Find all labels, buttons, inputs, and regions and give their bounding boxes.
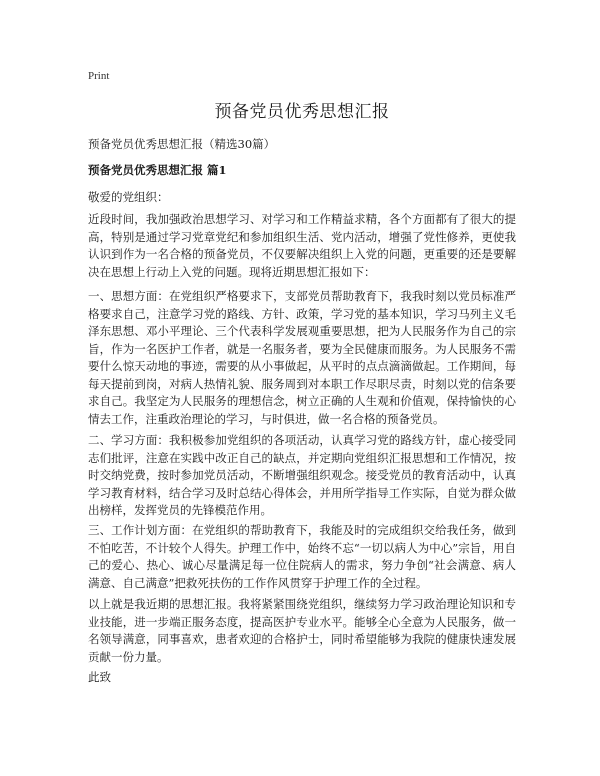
greeting: 敬爱的党组织： xyxy=(88,190,169,204)
paragraph-intro: 近段时间，我加强政治思想学习、对学习和工作精益求精，各个方面都有了很大的提高，特别是通过学习党章党纪和参加组织生活、党内活动，增强了党性修养，更使我认识到作为一名合格的预备党员，不仅要解决组织上入党的问题，更重要的还是要解决在思想上行动上入党的问题。现将近期思想汇报如下： xyxy=(88,212,516,279)
paragraph-work-plan: 三、工作计划方面：在党组织的帮助教育下，我能及时的完成组织交给我任务，做到不怕吃苦，不计较个人得失。护理工作中，始终不忘“一切以病人为中心”宗旨，用自己的爱心、热心、诚心尽量满足每一位住院病人的需求，努力争创“社会满意、病人满意、自己满意”把救死扶伤的工作作风贯穿于护理工作的全过程。 xyxy=(88,523,516,590)
closing: 此致 xyxy=(88,670,111,684)
paragraph-thought: 一、思想方面：在党组织严格要求下，支部党员帮助教育下，我我时刻以党员标准严格要求自己，注意学习党的路线、方针、政策，学习党的基本知识，学习马列主义毛泽东思想、邓小平理论、三个代表科学发展观重要思想，把为人民服务作为自己的宗旨，作为一名医护工作者，就是一名服务者，要为全民健康而服务。为人民服务不需要什么惊天动地的事迹，需要的从小事做起，从平时的点点滴滴做起。工作期间，每每天提前到岗，对病人热情礼貌、服务周到对本职工作尽职尽责，时刻以党的信条要求自己。我坚定为人民服务的理想信念，树立正确的人生观和价值观，保持愉快的心情去工作，注重政治理论的学习，与时俱进，做一名合格的预备党员。 xyxy=(88,289,516,426)
paragraph-study: 二、学习方面：我积极参加党组织的各项活动，认真学习党的路线方针，虚心接受同志们批评，注意在实践中改正自己的缺点，并定期向党组织汇报思想和工作情况，按时交纳党费，按时参加党员活动，不断增强组织观念。接受党员的教育活动中，认真学习教育材料，结合学习及时总结心得体会，并用所学指导工作实际，自觉为群众做出榜样，发挥党员的先锋模范作用。 xyxy=(88,433,516,517)
print-link[interactable]: Print xyxy=(88,70,110,82)
document-subtitle: 预备党员优秀思想汇报（精选30篇） xyxy=(88,137,276,151)
paragraph-conclusion: 以上就是我近期的思想汇报。我将紧紧围绕党组织，继续努力学习政治理论知识和专业技能，进一步端正服务态度，提高医护专业水平。能够全心全意为人民服务，做一名领导满意，同事喜欢，患者欢迎的合格护士，同时希望能够为我院的健康快速发展贡献一份力量。 xyxy=(88,597,516,664)
document-title: 预备党员优秀思想汇报 xyxy=(214,102,390,122)
section-heading: 预备党员优秀思想汇报 篇1 xyxy=(88,163,227,177)
